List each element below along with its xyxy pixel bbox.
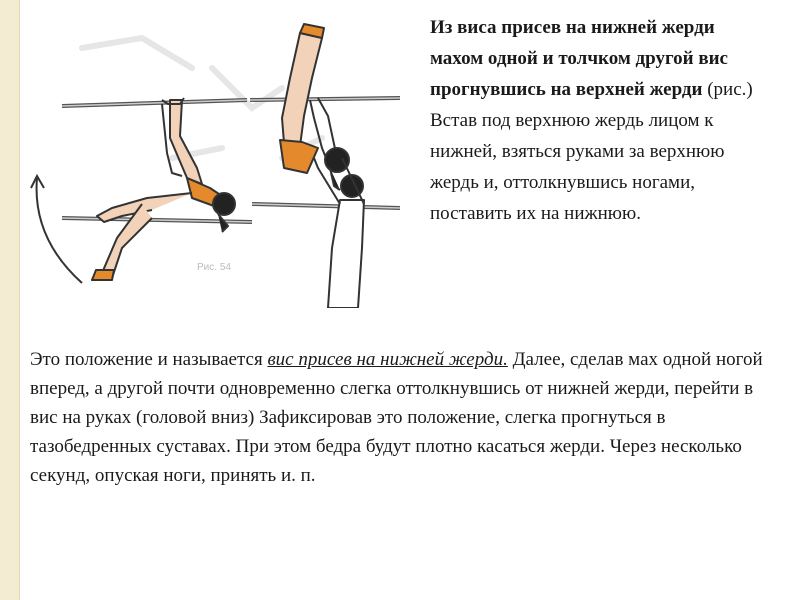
figure-label: Рис. 54 [197, 262, 231, 273]
exercise-description [30, 345, 770, 490]
side-decoration-stripe [0, 0, 20, 600]
position-term: вис присев на нижней жерди. [267, 349, 508, 370]
description-continuation: Далее, сделав мах одной ногой вперед, а другой почти одновременно слегка оттолкнувшись от нижней жерди, перейти в вис на руках (головой вниз) Зафиксировав это положение, слегка прогнуться в тазобедренных суставах. При этом бедра будут плотно касаться жерди. Через несколько секунд, опуская ноги, принять и. п. [30, 349, 763, 486]
exercise-heading [430, 12, 770, 229]
exercise-instructions: (рис.) Встав под верхнюю жердь лицом к нижней, взяться руками за верхнюю жердь и, оттолкнувшись ногами, поставить их на нижнюю. [430, 79, 753, 224]
description-intro: Это положение и называется [30, 349, 268, 370]
gymnastics-illustration [22, 8, 402, 308]
exercise-title: Из виса присев на нижней жерди махом одной и толчком другой вис прогнувшись на верхней жерди [430, 17, 728, 100]
